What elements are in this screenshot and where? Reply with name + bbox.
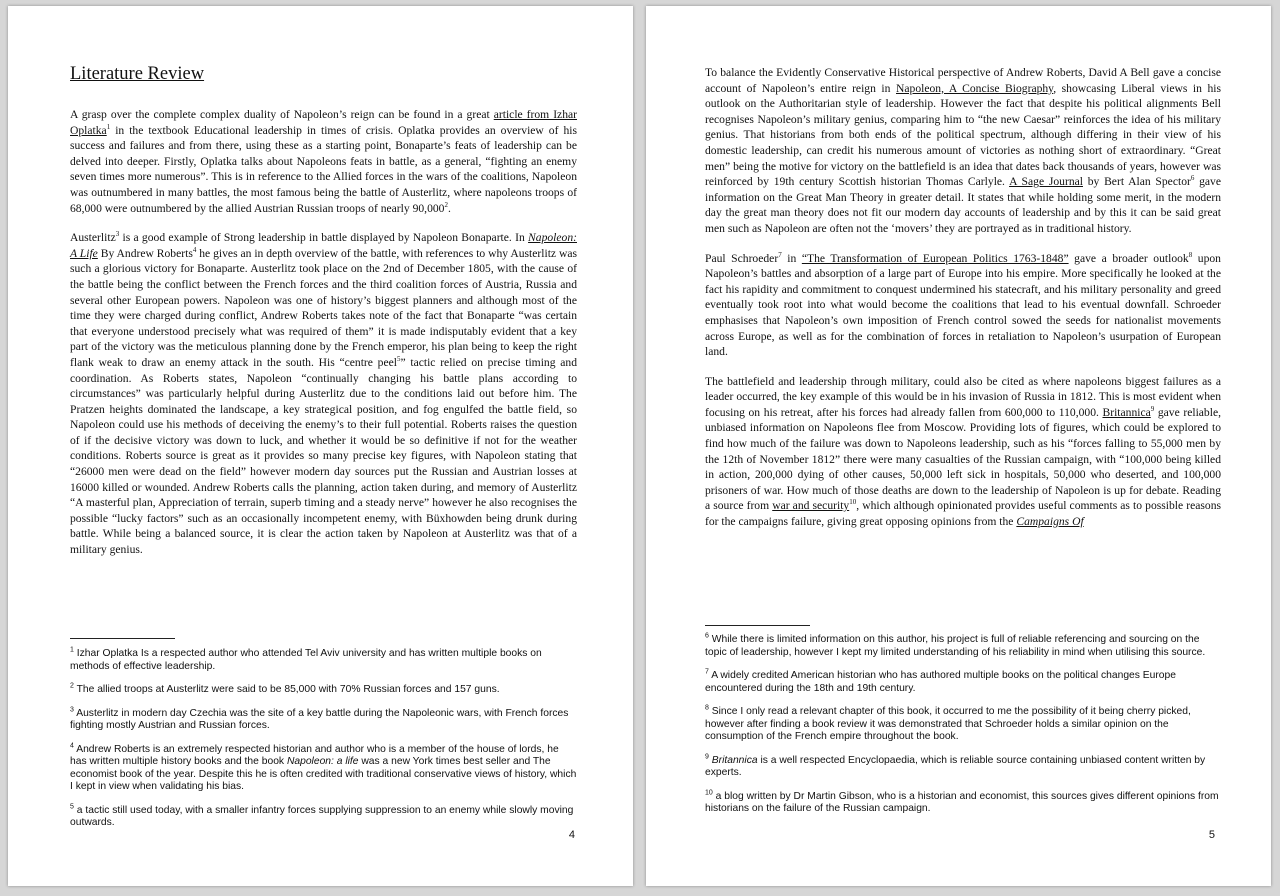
paragraph-oplatka: A grasp over the complete complex duality of Napoleon’s reign can be found in a great article from Izhar Oplatka$^1$ in the textbook Educational leadership in times of crisis. Oplatka provides an overview of his success and failures and from there, using these as a starting point, Bonaparte’s feats of leadership can be delved into deeper. Firstly, Oplatka talks about Napoleons feats in battle, as a general, “fighting an enemy seven times more numerous”. This is in reference to the Allied forces in the wars of the coalitions, Napoleon was outnumbered in many battles, the most famous being the battle of Austerlitz, where napoleons troops of 68,000 were outnumbered by the allied Austrian Russian troops of nearly 90,000$^2$. (70, 108, 578, 215)
war-and-security-link[interactable]: war and security (772, 499, 850, 513)
page-number: 5 (1208, 829, 1215, 841)
footnote-ref-4[interactable]: 4 (192, 245, 197, 254)
document-page-4 (8, 6, 633, 886)
footnote: $^8$ Since I only read a relevant chapter of this book, it occurred to me the possibility of it being cherry picked, however after finding a book review it was demonstrated that Schroeder holds a similar opinion on the consumption of the French empire throughout the book. (705, 704, 1191, 742)
sage-journal-link[interactable]: A Sage Journal (1009, 175, 1083, 189)
campaigns-link[interactable]: Campaigns Of (1016, 515, 1084, 529)
footnote-ref-6[interactable]: 6 (1190, 174, 1195, 183)
footnote-divider (705, 625, 810, 626)
footnote-ref-5[interactable]: 5 (396, 355, 401, 364)
footnote-divider (70, 638, 175, 639)
footnote: $^4$ Andrew Roberts is an extremely respected historian and author who is a member of the house of lords, he has written multiple history books and the book Napoleon: a life was a new York times best seller and The economist book of the year. Despite this he is often credited with traditional conservative views of history, which I kept in view when validating his bias. (70, 742, 577, 792)
document-page-5 (646, 6, 1271, 886)
page-4-body (70, 62, 577, 572)
paragraph-schroeder: Paul Schroeder$^7$ in “The Transformation of European Politics 1763-1848” gave a broader outlook$^8$ upon Napoleon’s battles and absorption of a large part of Europe into his empire. More specifically he looked at the fact his rapidity and commitment to conquest undermined his statecraft, and his military personality and greed eventually took root into what would become the coalitions that lead to his eventual downfall. Schroeder emphasises that Napoleon’s own imposition of French control sowed the seeds for nationalist movements across Europe, as well as for the combination of forces in retaliation to Napoleon’s usurpation of European land. (705, 250, 1221, 359)
footnote-ref-1[interactable]: 1 (106, 122, 111, 131)
footnote-ref-9[interactable]: 9 (1150, 405, 1155, 414)
footnote-ref-3[interactable]: 3 (115, 230, 120, 239)
footnote: $^2$ The allied troops at Austerlitz were said to be 85,000 with 70% Russian forces and 157 guns. (70, 682, 500, 695)
page-number: 4 (568, 829, 575, 841)
page-title: Literature Review (70, 64, 205, 84)
article-link[interactable]: article from Izhar Oplatka (70, 108, 578, 137)
footnote: $^{10}$ a blog written by Dr Martin Gibson, who is a historian and economist, this sources gives different opinions from historians on the failure of the Russian campaign. (705, 789, 1219, 814)
footnotes-page-5 (705, 634, 1221, 816)
paragraph-russia: The battlefield and leadership through military, could also be cited as where napoleons biggest failures as a leader occurred, the key example of this would be in his invasion of Russia in 1812. This is most evident when focusing on his retreat, after his forces had already fallen from 600,000 to 110,000. Britannica$^9$ gave reliable, unbiased information on Napoleons flee from Moscow. Providing lots of figures, which could be explored to find how much of the failure was down to Napoleons leadership, such as his “forces falling to 55,000 men by the 12th of November 1812” there were many casualties of the Russian campaign, with “100,000 being killed in action, 200,000 dying of other causes, 50,000 left sick in hospitals, 50,000 who deserted, and 100,000 prisoners of war. How much of those deaths are down to the leadership of Napoleon is up for debate. Reading a source from war and security$^{10}$, which although opinionated provides useful comments as to possible reasons for the campaigns failure, giving great opposing opinions from the Campaigns Of (705, 374, 1222, 529)
britannica-link[interactable]: Britannica (1102, 405, 1151, 419)
footnote: $^5$ a tactic still used today, with a smaller infantry forces supplying suppression to an enemy while slowly moving outwards. (70, 803, 574, 828)
transformation-link[interactable]: “The Transformation of European Politics 1763-1848” (801, 251, 1069, 265)
footnote: $^3$ Austerlitz in modern day Czechia was the site of a key battle during the Napoleonic wars, with French forces fighting mostly Austrian and Russian forces. (70, 706, 569, 731)
page-5-body (705, 65, 1221, 544)
book-link[interactable]: Napoleon: A Life (70, 231, 577, 260)
footnote: $^7$ A widely credited American historian who has authored multiple books on the political changes Europe encountered during the 18th and 19th century. (705, 668, 1176, 694)
paragraph-bell: To balance the Evidently Conservative Historical perspective of Andrew Roberts, David A Bell gave a concise account of Napoleon’s entire reign in Napoleon, A Concise Biography, showcasing Liberal views in his outlook on the Authoritarian style of leadership. However the fact that despite his political alignments Bell recognises Napoleon’s military genius, comparing him to “the new Caesar” reinforces the idea of his military genius. That historians from both ends of the political spectrum, although differing in their view of his domestic leadership, can credit his numerous amount of victories as nothing short of extraordinary. “Great men” being the motive for victory on the battlefield is an idea that dates back thousands of years, however was reinforced by 19th century Scottish historian Thomas Carlyle. A Sage Journal by Bert Alan Spector$^6$ gave information on the Great Man Theory in greater detail. It states that while holding some merit, in the modern day the great man theory does not fit our modern day accounts of leadership and by this it can be said great men such as Napoleon are often not the ‘movers’ they are portrayed as in traditional history. (705, 66, 1222, 235)
footnote-ref-8[interactable]: 8 (1188, 250, 1193, 259)
biography-link[interactable]: Napoleon, A Concise Biography (896, 81, 1054, 95)
footnotes-page-4 (70, 648, 577, 830)
footnote-ref-10[interactable]: 10 (849, 498, 857, 507)
footnote-ref-2[interactable]: 2 (444, 200, 448, 209)
paragraph-austerlitz: Austerlitz$^3$ is a good example of Strong leadership in battle displayed by Napoleon Bonaparte. In Napoleon: A Life By Andrew Roberts$^4$ he gives an in depth overview of the battle, with references to why Austerlitz was such a glorious victory for Bonaparte. Austerlitz took place on the 2nd of December 1805, with the cause of the battle being the conflict between the French forces and the third coalition forces of Austria, Russia and several other European powers. Napoleon was one of history’s biggest planners and although most of the time they were charged during conflict, Andrew Roberts takes note of the fact that Bonaparte “was certain that everyone understood precisely what was required of them” it is made indisputably evident that a key part of the victory was the meticulous planning done by the French emperor, his plan being to keep the right flank weak to draw an enemy attack in the south. His “centre peel$^5$” tactic relied on precise timing and coordination. As Roberts states, Napoleon “continually changing his battle plans according to circumstances” was particularly helpful during Austerlitz due to the conditions laid out before him. The Pratzen heights dominated the landscape, a key strategical position, and fog engulfed the battle field, so Napoleon could use his methods of deceiving the enemy’s to their full potential. Roberts raises the question of if the decisive victory was down to luck, and whether it would be so definitive if not for the weather conditions. Roberts source is great as it provides so many precise key figures, with Napoleon stating that “26000 men were dead on the field” however modern day sources put the Russian and Austrian losses at 16000 killed or wounded. Andrew Roberts calls the planning, action taken during, and memory of Austerlitz “A masterful plan, Appreciation of terrain, superb timing and a steady nerve” however he also recognises the possible “lucky factors” such as an occasionally incompetent enemy, with Büxhowden being drunk during battle. While being a balanced source, it is clear the action taken by Napoleon at Austerlitz was that of a military genius. (70, 230, 578, 557)
footnote: $^6$ While there is limited information on this author, his project is full of reliable referencing and sourcing on the topic of leadership, however I kept my limited understanding of his reliability in mind when utilising this source. (705, 632, 1206, 658)
footnote: $^9$ Britannica is a well respected Encyclopaedia, which is reliable source containing unbiased content written by experts. (705, 753, 1206, 778)
footnote: $^1$ Izhar Oplatka Is a respected author who attended Tel Aviv university and has written multiple books on methods of effective leadership. (70, 646, 542, 672)
footnote-ref-7[interactable]: 7 (778, 250, 782, 259)
